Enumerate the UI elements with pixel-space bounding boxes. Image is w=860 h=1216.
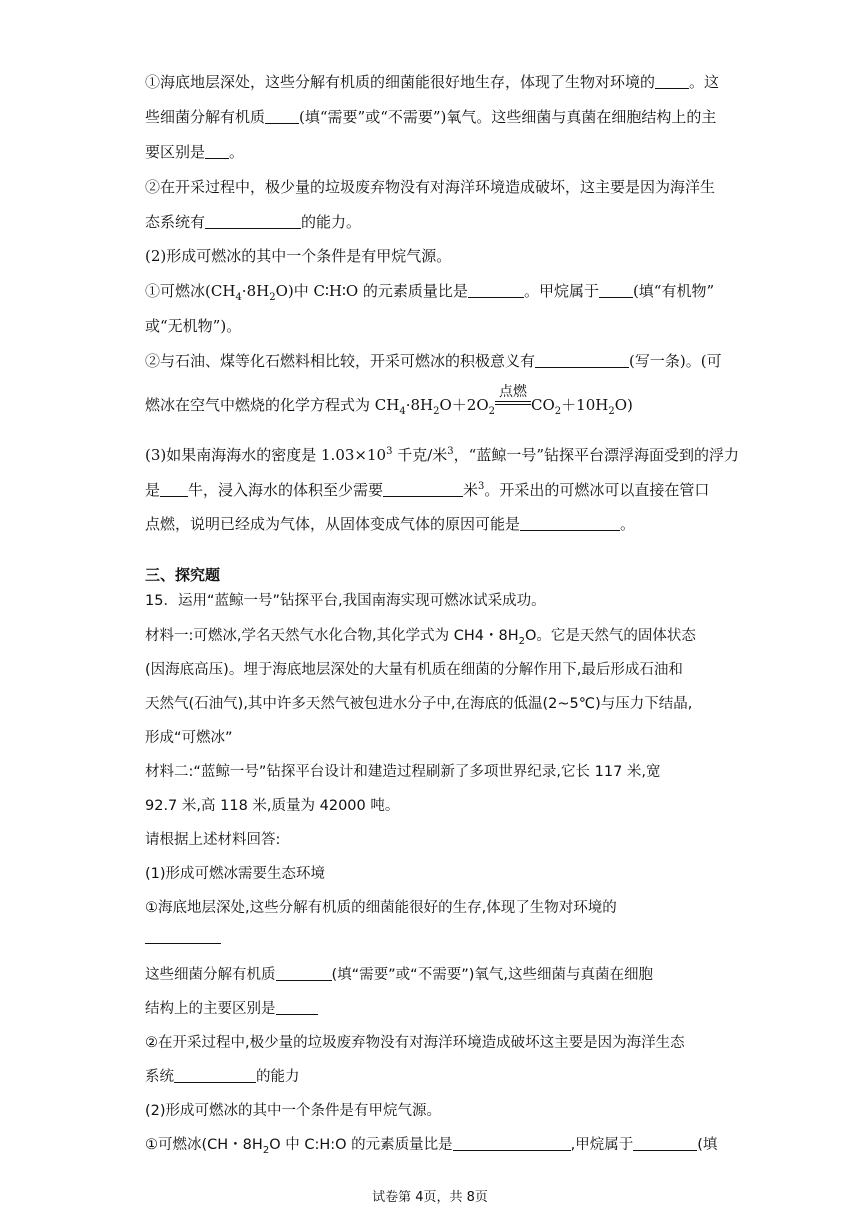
q14-s3-line2: 是 牛，浸入海水的体积至少需要 米$^3$。开采出的可燃冰可以直接在管口	[145, 481, 710, 499]
q15-material2-line1: 材料二:“蓝鲸一号”钻探平台设计和建造过程刷新了多项世界纪录,它长 117 米,宽	[145, 764, 661, 780]
q14-p1-line1: ①海底地层深处，这些分解有机质的细菌能很好地生存，体现了生物对环境的 。这	[145, 73, 720, 91]
q15-s1-title: (1)形成可燃冰需要生态环境	[145, 866, 326, 882]
answer-blank[interactable]	[205, 214, 301, 229]
page-footer: 试卷第 4页，共 8页	[372, 1190, 488, 1205]
q15-s2-line1: ①可燃冰(CH・$8H_2O$ 中 C:H:O 的元素质量比是 ,甲烷属于 (填	[145, 1137, 718, 1156]
q15-material1-line3: 天然气(石油气),其中许多天然气被包进水分子中,在海底的低温(2~5℃)与压力下结晶,	[145, 696, 693, 712]
answer-blank[interactable]	[599, 283, 633, 298]
q15-s1-line1: ①海底地层深处,这些分解有机质的细菌能很好的生存,体现了生物对环境的	[145, 900, 617, 916]
answer-blank[interactable]	[453, 1136, 571, 1151]
answer-blank[interactable]	[276, 1000, 318, 1015]
q15-material2-line2: 92.7 米,高 118 米,质量为 42000 吨。	[145, 798, 400, 814]
answer-blank[interactable]	[535, 353, 629, 368]
answer-blank[interactable]	[633, 1136, 697, 1151]
q15-s1-line5: 系统 的能力	[145, 1069, 300, 1085]
answer-blank[interactable]	[205, 144, 229, 159]
q15-material1-line4: 形成“可燃冰”	[145, 730, 233, 746]
q14-s3-line1: (3)如果南海海水的密度是 $1.03\times 10^3$ 千克/米$^3$，“蓝鲸一号”钻探平台漂浮海面受到的浮力	[145, 446, 739, 464]
answer-blank[interactable]	[468, 283, 524, 298]
q15-s1-line3: 结构上的主要区别是	[145, 999, 725, 1019]
answer-blank[interactable]	[383, 482, 463, 497]
q15-intro: 15．运用“蓝鲸一号”钻探平台,我国南海实现可燃冰试采成功。	[145, 593, 546, 609]
q14-p1-line3: 要区别是 。	[145, 143, 245, 161]
q14-p1-line2: 些细菌分解有机质 (填“需要”或“不需要”)氧气。这些细菌与真菌在细胞结构上的主	[145, 108, 717, 126]
answer-blank[interactable]	[265, 109, 299, 124]
q14-s2-1-line2: 或“无机物”)。	[145, 317, 242, 335]
answer-blank[interactable]	[174, 1068, 256, 1083]
answer-blank[interactable]	[160, 482, 188, 497]
q14-p2-line1: ②在开采过程中，极少量的垃圾废弃物没有对海洋环境造成破坏，这主要是因为海洋生	[145, 178, 716, 196]
q14-s2-2-line1: ②与石油、煤等化石燃料相比较，开采可燃冰的积极意义有 (写一条)。(可	[145, 352, 722, 370]
q15-instruction: 请根据上述材料回答:	[145, 832, 281, 848]
q15-s2-title: (2)形成可燃冰的其中一个条件是有甲烷气源。	[145, 1103, 442, 1119]
q14-s2-1-line1: ①可燃冰$(CH_4\cdot 8H_2O)$中 C∶H∶O 的元素质量比是 。甲烷属于 (填“有机物”	[145, 282, 715, 303]
q15-material1-line2: (因海底高压)。埋于海底地层深处的大量有机质在细菌的分解作用下,最后形成石油和	[145, 662, 683, 678]
answer-blank[interactable]	[520, 516, 620, 531]
q14-s2-title: (2)形成可燃冰的其中一个条件是有甲烷气源。	[145, 247, 452, 265]
q14-s3-line3: 点燃，说明已经成为气体，从固体变成气体的原因可能是 。	[145, 515, 636, 533]
q14-p2-line2: 态系统有 的能力。	[145, 213, 362, 231]
q15-s1-line4: ②在开采过程中,极少量的垃圾废弃物没有对海洋环境造成破坏这主要是因为海洋生态	[145, 1035, 685, 1051]
answer-blank[interactable]	[655, 74, 689, 89]
section-heading: 三、探究题	[145, 566, 221, 584]
q15-material1-line1: 材料一:可燃冰,学名天然气水化合物,其化学式为 CH4・$8H_2O$。它是天然气的固体状态	[145, 628, 696, 647]
answer-blank[interactable]	[145, 943, 221, 944]
answer-blank[interactable]	[276, 966, 332, 981]
combustion-equation: 燃冰在空气中燃烧的化学方程式为 $CH_4\cdot 8H_2O+2O_2$ 点燃 $CO_2+10H_2O$)	[145, 384, 633, 417]
reaction-arrow: 点燃	[495, 394, 531, 414]
q15-s1-line2: 这些细菌分解有机质 (填“需要”或“不需要”)氧气,这些细菌与真菌在细胞	[145, 967, 653, 983]
